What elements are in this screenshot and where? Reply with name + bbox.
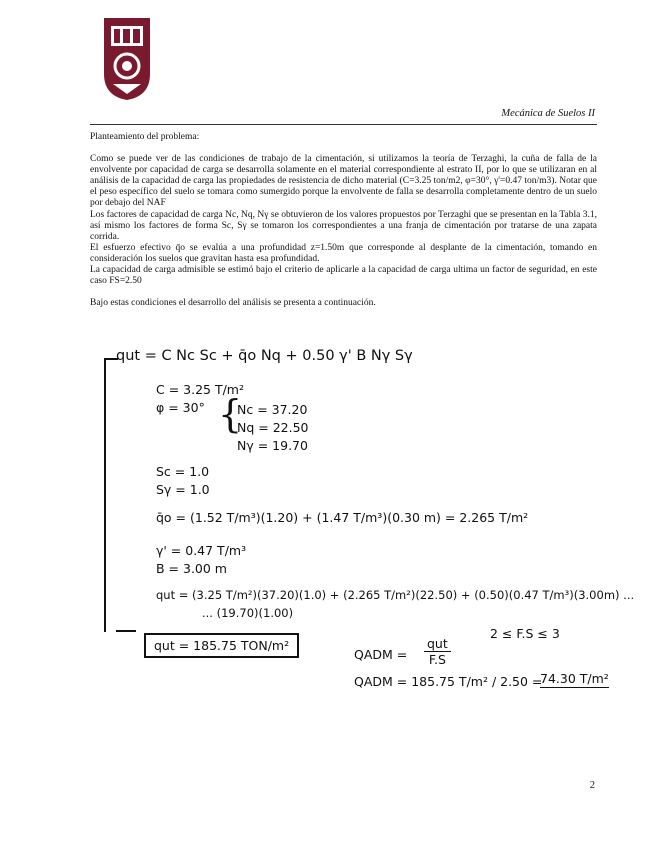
- allowable-capacity-calc: QADM = 185.75 T/m² / 2.50 =: [354, 674, 543, 689]
- handwritten-calculation: [94, 340, 644, 692]
- ultimate-capacity-result-box: [144, 633, 299, 658]
- ipn-logo-icon: [98, 14, 156, 102]
- paragraph-1: Como se puede ver de las condiciones de trabajo de la cimentación, si utilizamos la teoría de Terzaghi, la cuña de falla de la envolvente por capacidad de carga se desarrolla solamente en el material correspondiente al estrato II, por lo que se utilizaran en al análisis de la capacidad de carga las propiedades de resistencia de dicho material (C=3.25 ton/m2, φ=30°, γ'=0.47 ton/m3). Notar que el peso específico del suelo se tomara como sumergido porque la envolvente de falla se desarrolla completamente dentro de un suelo por debajo del NAF: [90, 154, 597, 209]
- width-value: B = 3.00 m: [156, 561, 227, 576]
- qadm-denominator: F.S: [428, 652, 446, 667]
- safety-factor-range: 2 ≤ F.S ≤ 3: [490, 626, 560, 641]
- header-divider: [90, 124, 597, 125]
- allowable-capacity-result: 74.30 T/m²: [540, 671, 609, 686]
- effective-stress-calc: q̄o = (1.52 T/m³)(1.20) + (1.47 T/m³)(0.30 m) = 2.265 T/m²: [156, 510, 529, 525]
- header-title: Mecánica de Suelos II: [501, 108, 595, 119]
- sgamma-value: Sγ = 1.0: [156, 482, 210, 497]
- sc-value: Sc = 1.0: [156, 464, 210, 479]
- friction-angle-value: φ = 30°: [156, 400, 205, 415]
- section-heading: Planteamiento del problema:: [90, 132, 200, 142]
- qadm-fraction: [424, 636, 451, 667]
- problem-statement: [90, 132, 597, 309]
- bearing-capacity-formula: qut = C Nc Sc + q̄o Nq + 0.50 γ' B Nγ Sγ: [116, 348, 413, 364]
- unit-weight-value: γ' = 0.47 T/m³: [156, 543, 247, 558]
- nc-value: Nc = 37.20: [237, 402, 308, 417]
- page-number: 2: [589, 780, 595, 791]
- qut-substitution-2: ... (19.70)(1.00): [202, 606, 294, 620]
- ultimate-capacity-result: qut = 185.75 TON/m²: [154, 638, 290, 653]
- qut-substitution-1: qut = (3.25 T/m²)(37.20)(1.0) + (2.265 T/m²)(22.50) + (0.50)(0.47 T/m³)(3.00m) ...: [156, 588, 635, 602]
- qadm-numerator: qut: [424, 636, 451, 652]
- qadm-label: QADM =: [354, 647, 408, 662]
- ngamma-value: Nγ = 19.70: [237, 438, 308, 453]
- brace-symbol: {: [218, 392, 243, 436]
- cohesion-value: C = 3.25 T/m²: [156, 382, 244, 397]
- bracket-line: [104, 358, 118, 632]
- paragraph-2: Los factores de capacidad de carga Nc, Nq, Nγ se obtuvieron de los valores propuestos por Terzaghi que se presentan en la Tabla 3.1, así mismo los factores de forma Sc, Sγ se tomaron los correspondientes a una franja de cimentación por tratarse de una zapata corrida.: [90, 209, 597, 242]
- closing-sentence: Bajo estas condiciones el desarrollo del análisis se presenta a continuación.: [90, 298, 376, 309]
- nq-value: Nq = 22.50: [237, 420, 309, 435]
- bracket-arrow: [116, 620, 136, 632]
- paragraph-3: El esfuerzo efectivo q̄o se evalúa a una profundidad z=1.50m que corresponde al desplante de la cimentación, tomando en consideración los suelos que gravitan hasta esa profundidad.: [90, 242, 597, 264]
- paragraph-4: La capacidad de carga admisible se estimó bajo el criterio de aplicarle a la capacidad de carga ultima un factor de seguridad, en este caso FS=2.50: [90, 265, 597, 287]
